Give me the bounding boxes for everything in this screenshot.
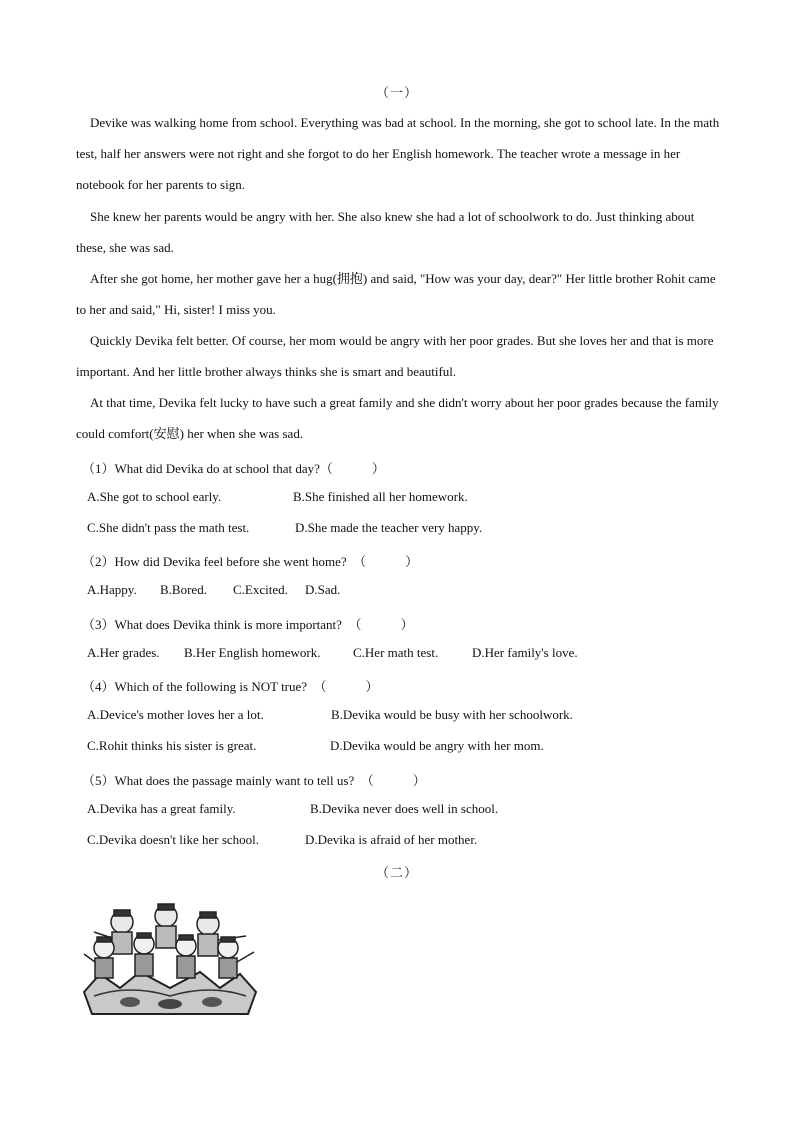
cartoon-children-illustration bbox=[80, 892, 260, 1022]
question-4: （4）Which of the following is NOT true? （ ） bbox=[82, 679, 379, 694]
passage-paragraph-1: Devike was walking home from school. Everything was bad at school. In the morning, she got to school late. In the math test, half her answers were not right and she forgot to do her English homework. The teacher wrote a message in her notebook for her parents to sign. bbox=[76, 115, 720, 192]
question-1: （1）What did Devika do at school that day?（ ） bbox=[82, 461, 385, 476]
question-3-option-b: B.Her English homework. bbox=[184, 645, 321, 660]
question-1-option-b: B.She finished all her homework. bbox=[293, 489, 468, 504]
question-3-option-a: A.Her grades. bbox=[87, 645, 160, 660]
question-5-option-b: B.Devika never does well in school. bbox=[310, 801, 499, 816]
question-4-option-d: D.Devika would be angry with her mom. bbox=[330, 738, 544, 753]
passage-paragraph-5: At that time, Devika felt lucky to have such a great family and she didn't worry about her poor grades because the family could comfort(安慰) her when she was sad. bbox=[76, 395, 719, 441]
question-5: （5）What does the passage mainly want to tell us? （ ） bbox=[82, 773, 426, 788]
question-2-option-a: A.Happy. bbox=[87, 582, 137, 597]
question-2: （2）How did Devika feel before she went home? （ ） bbox=[82, 554, 419, 569]
question-4-option-b: B.Devika would be busy with her schoolwork. bbox=[331, 707, 573, 722]
question-5-option-c: C.Devika doesn't like her school. bbox=[87, 832, 260, 847]
question-3-option-c: C.Her math test. bbox=[353, 645, 439, 660]
passage-paragraph-2: She knew her parents would be angry with her. She also knew she had a lot of schoolwork to do. Just thinking about these, she was sad. bbox=[76, 209, 695, 255]
question-5-option-d: D.Devika is afraid of her mother. bbox=[305, 832, 478, 847]
question-2-option-c: C.Excited. bbox=[233, 582, 288, 597]
section-two-title: （二） bbox=[375, 865, 418, 880]
section-one-title: （一） bbox=[375, 85, 418, 100]
question-1-option-c: C.She didn't pass the math test. bbox=[87, 520, 250, 535]
question-4-option-a: A.Device's mother loves her a lot. bbox=[87, 707, 264, 722]
question-2-option-d: D.Sad. bbox=[305, 582, 341, 597]
question-4-option-c: C.Rohit thinks his sister is great. bbox=[87, 738, 257, 753]
question-1-option-a: A.She got to school early. bbox=[87, 489, 222, 504]
question-3: （3）What does Devika think is more important? （ ） bbox=[82, 617, 414, 632]
passage-paragraph-3: After she got home, her mother gave her a hug(拥抱) and said, "How was your day, dear?" Her little brother Rohit came to her and said," Hi, sister! I miss you. bbox=[76, 271, 716, 317]
question-2-option-b: B.Bored. bbox=[160, 582, 207, 597]
passage-paragraph-4: Quickly Devika felt better. Of course, her mom would be angry with her poor grades. But she loves her and that is more important. And her little brother always thinks she is smart and beautiful. bbox=[76, 333, 714, 379]
question-5-option-a: A.Devika has a great family. bbox=[87, 801, 236, 816]
question-3-option-d: D.Her family's love. bbox=[472, 645, 578, 660]
question-1-option-d: D.She made the teacher very happy. bbox=[295, 520, 483, 535]
